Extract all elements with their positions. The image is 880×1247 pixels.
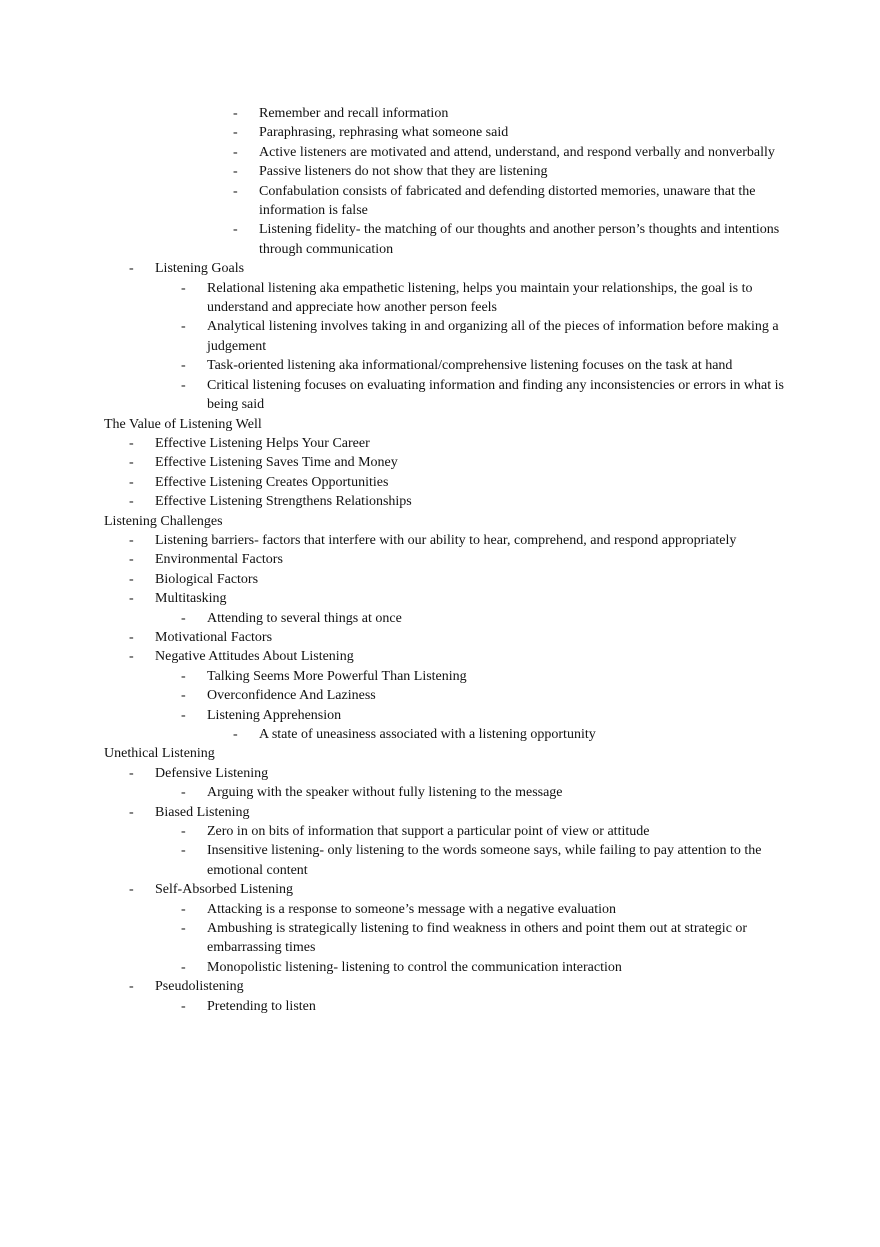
list-item [0,434,880,453]
list-item [0,958,880,977]
bullet-dash: - [181,688,186,704]
bullet-dash: - [233,222,238,238]
list-item-text: Effective Listening Strengthens Relationships [155,494,412,510]
section-heading-text: Listening Challenges [104,513,223,529]
bullet-dash: - [129,765,134,781]
list-item [0,880,880,899]
list-item [0,686,880,705]
list-item [0,531,880,550]
list-item-text: Biological Factors [155,571,259,587]
list-item-text: A state of uneasiness associated with a listening opportunity [259,727,596,742]
list-item-text: Zero in on bits of information that support a particular point of view or attitude [207,824,650,840]
bullet-dash: - [129,571,134,587]
bullet-dash: - [181,319,186,335]
list-item-text: Multitasking [155,591,227,607]
list-item-text: Biased Listening [155,804,250,820]
section-heading [0,512,880,531]
list-item [0,182,880,221]
bullet-dash: - [181,377,186,393]
list-item-text: Pretending to listen [207,998,316,1014]
bullet-dash: - [181,998,186,1014]
bullet-dash: - [129,979,134,995]
list-item-text: Attending to several things at once [207,610,402,626]
list-item [0,841,880,880]
list-item-text: Analytical listening involves taking in and organizing all of the pieces of information before making a judgement [207,319,779,354]
notes-outline [0,104,880,1016]
list-item [0,647,880,666]
list-item [0,220,880,259]
bullet-dash: - [233,164,238,180]
bullet-dash: - [181,707,186,723]
list-item [0,317,880,356]
bullet-dash: - [233,144,238,160]
list-item [0,803,880,822]
bullet-dash: - [181,824,186,840]
section-heading-text: Unethical Listening [104,746,215,762]
bullet-dash: - [181,668,186,684]
list-item-text: Pseudolistening [155,979,244,995]
list-item-text: Negative Attitudes About Listening [155,649,354,665]
bullet-dash: - [181,901,186,917]
list-item [0,279,880,318]
bullet-dash: - [233,183,238,199]
list-item-text: Ambushing is strategically listening to find weakness in others and point them out at strategic or embarrassing times [207,921,748,956]
list-item-text: Motivational Factors [155,629,273,645]
list-item [0,628,880,647]
bullet-dash: - [129,629,134,645]
bullet-dash: - [233,106,238,121]
bullet-dash: - [129,494,134,510]
list-item-text: Listening Goals [155,261,245,277]
bullet-dash: - [129,552,134,568]
list-item [0,783,880,802]
bullet-dash: - [129,532,134,548]
bullet-dash: - [129,435,134,451]
list-item-text: Insensitive listening- only listening to the words someone says, while failing to pay attention to the emotional content [207,843,762,878]
bullet-dash: - [129,591,134,607]
list-item [0,706,880,725]
list-item-text: Attacking is a response to someone’s message with a negative evaluation [207,901,617,917]
list-item [0,104,880,123]
section-heading-text: The Value of Listening Well [104,416,262,432]
list-item [0,162,880,181]
list-item [0,492,880,511]
bullet-dash: - [233,727,238,742]
bullet-dash: - [129,804,134,820]
list-item [0,725,880,744]
section-heading [0,744,880,763]
list-item [0,919,880,958]
list-item [0,589,880,608]
list-item [0,550,880,569]
list-item [0,376,880,415]
bullet-dash: - [129,261,134,277]
list-item-text: Confabulation consists of fabricated and defending distorted memories, unaware that the information is false [259,183,756,219]
list-item [0,822,880,841]
list-item-text: Remember and recall information [259,106,449,121]
bullet-dash: - [181,785,186,801]
list-item [0,997,880,1016]
list-item-text: Overconfidence And Laziness [207,688,376,704]
list-item-text: Listening Apprehension [207,707,342,723]
list-item-text: Effective Listening Creates Opportunities [155,474,389,490]
list-item [0,667,880,686]
list-item-text: Active listeners are motivated and attend, understand, and respond verbally and nonverbally [259,144,775,160]
list-item-text: Critical listening focuses on evaluating information and finding any inconsistencies or errors in what is being said [207,377,784,413]
bullet-dash: - [181,959,186,975]
bullet-dash: - [129,474,134,490]
list-item-text: Effective Listening Helps Your Career [155,435,370,451]
bullet-dash: - [129,649,134,665]
list-item-text: Defensive Listening [155,765,269,781]
list-item-text: Paraphrasing, rephrasing what someone said [259,125,509,141]
list-item-text: Relational listening aka empathetic listening, helps you maintain your relationships, the goal is to understand and appreciate how another person feels [207,280,753,316]
list-item-text: Effective Listening Saves Time and Money [155,455,398,471]
list-item [0,764,880,783]
bullet-dash: - [129,882,134,898]
list-item [0,143,880,162]
list-item-text: Self-Absorbed Listening [155,882,294,898]
list-item-text: Task-oriented listening aka informational/comprehensive listening focuses on the task at hand [207,358,733,374]
bullet-dash: - [181,921,186,937]
list-item [0,356,880,375]
list-item [0,473,880,492]
list-item-text: Listening fidelity- the matching of our thoughts and another person’s thoughts and intentions through communication [259,222,780,257]
bullet-dash: - [181,843,186,859]
bullet-dash: - [181,280,186,296]
list-item-text: Listening barriers- factors that interfere with our ability to hear, comprehend, and respond appropriately [155,532,737,548]
list-item [0,453,880,472]
list-item [0,570,880,589]
list-item [0,977,880,996]
bullet-dash: - [181,610,186,626]
bullet-dash: - [129,455,134,471]
bullet-dash: - [181,358,186,374]
list-item-text: Monopolistic listening- listening to control the communication interaction [207,959,622,975]
list-item-text: Environmental Factors [155,552,283,568]
list-item-text: Talking Seems More Powerful Than Listening [207,668,467,684]
list-item [0,123,880,142]
list-item-text: Arguing with the speaker without fully listening to the message [207,785,563,801]
list-item [0,259,880,278]
list-item [0,609,880,628]
list-item-text: Passive listeners do not show that they are listening [259,164,548,180]
section-heading [0,415,880,434]
list-item [0,900,880,919]
bullet-dash: - [233,125,238,141]
